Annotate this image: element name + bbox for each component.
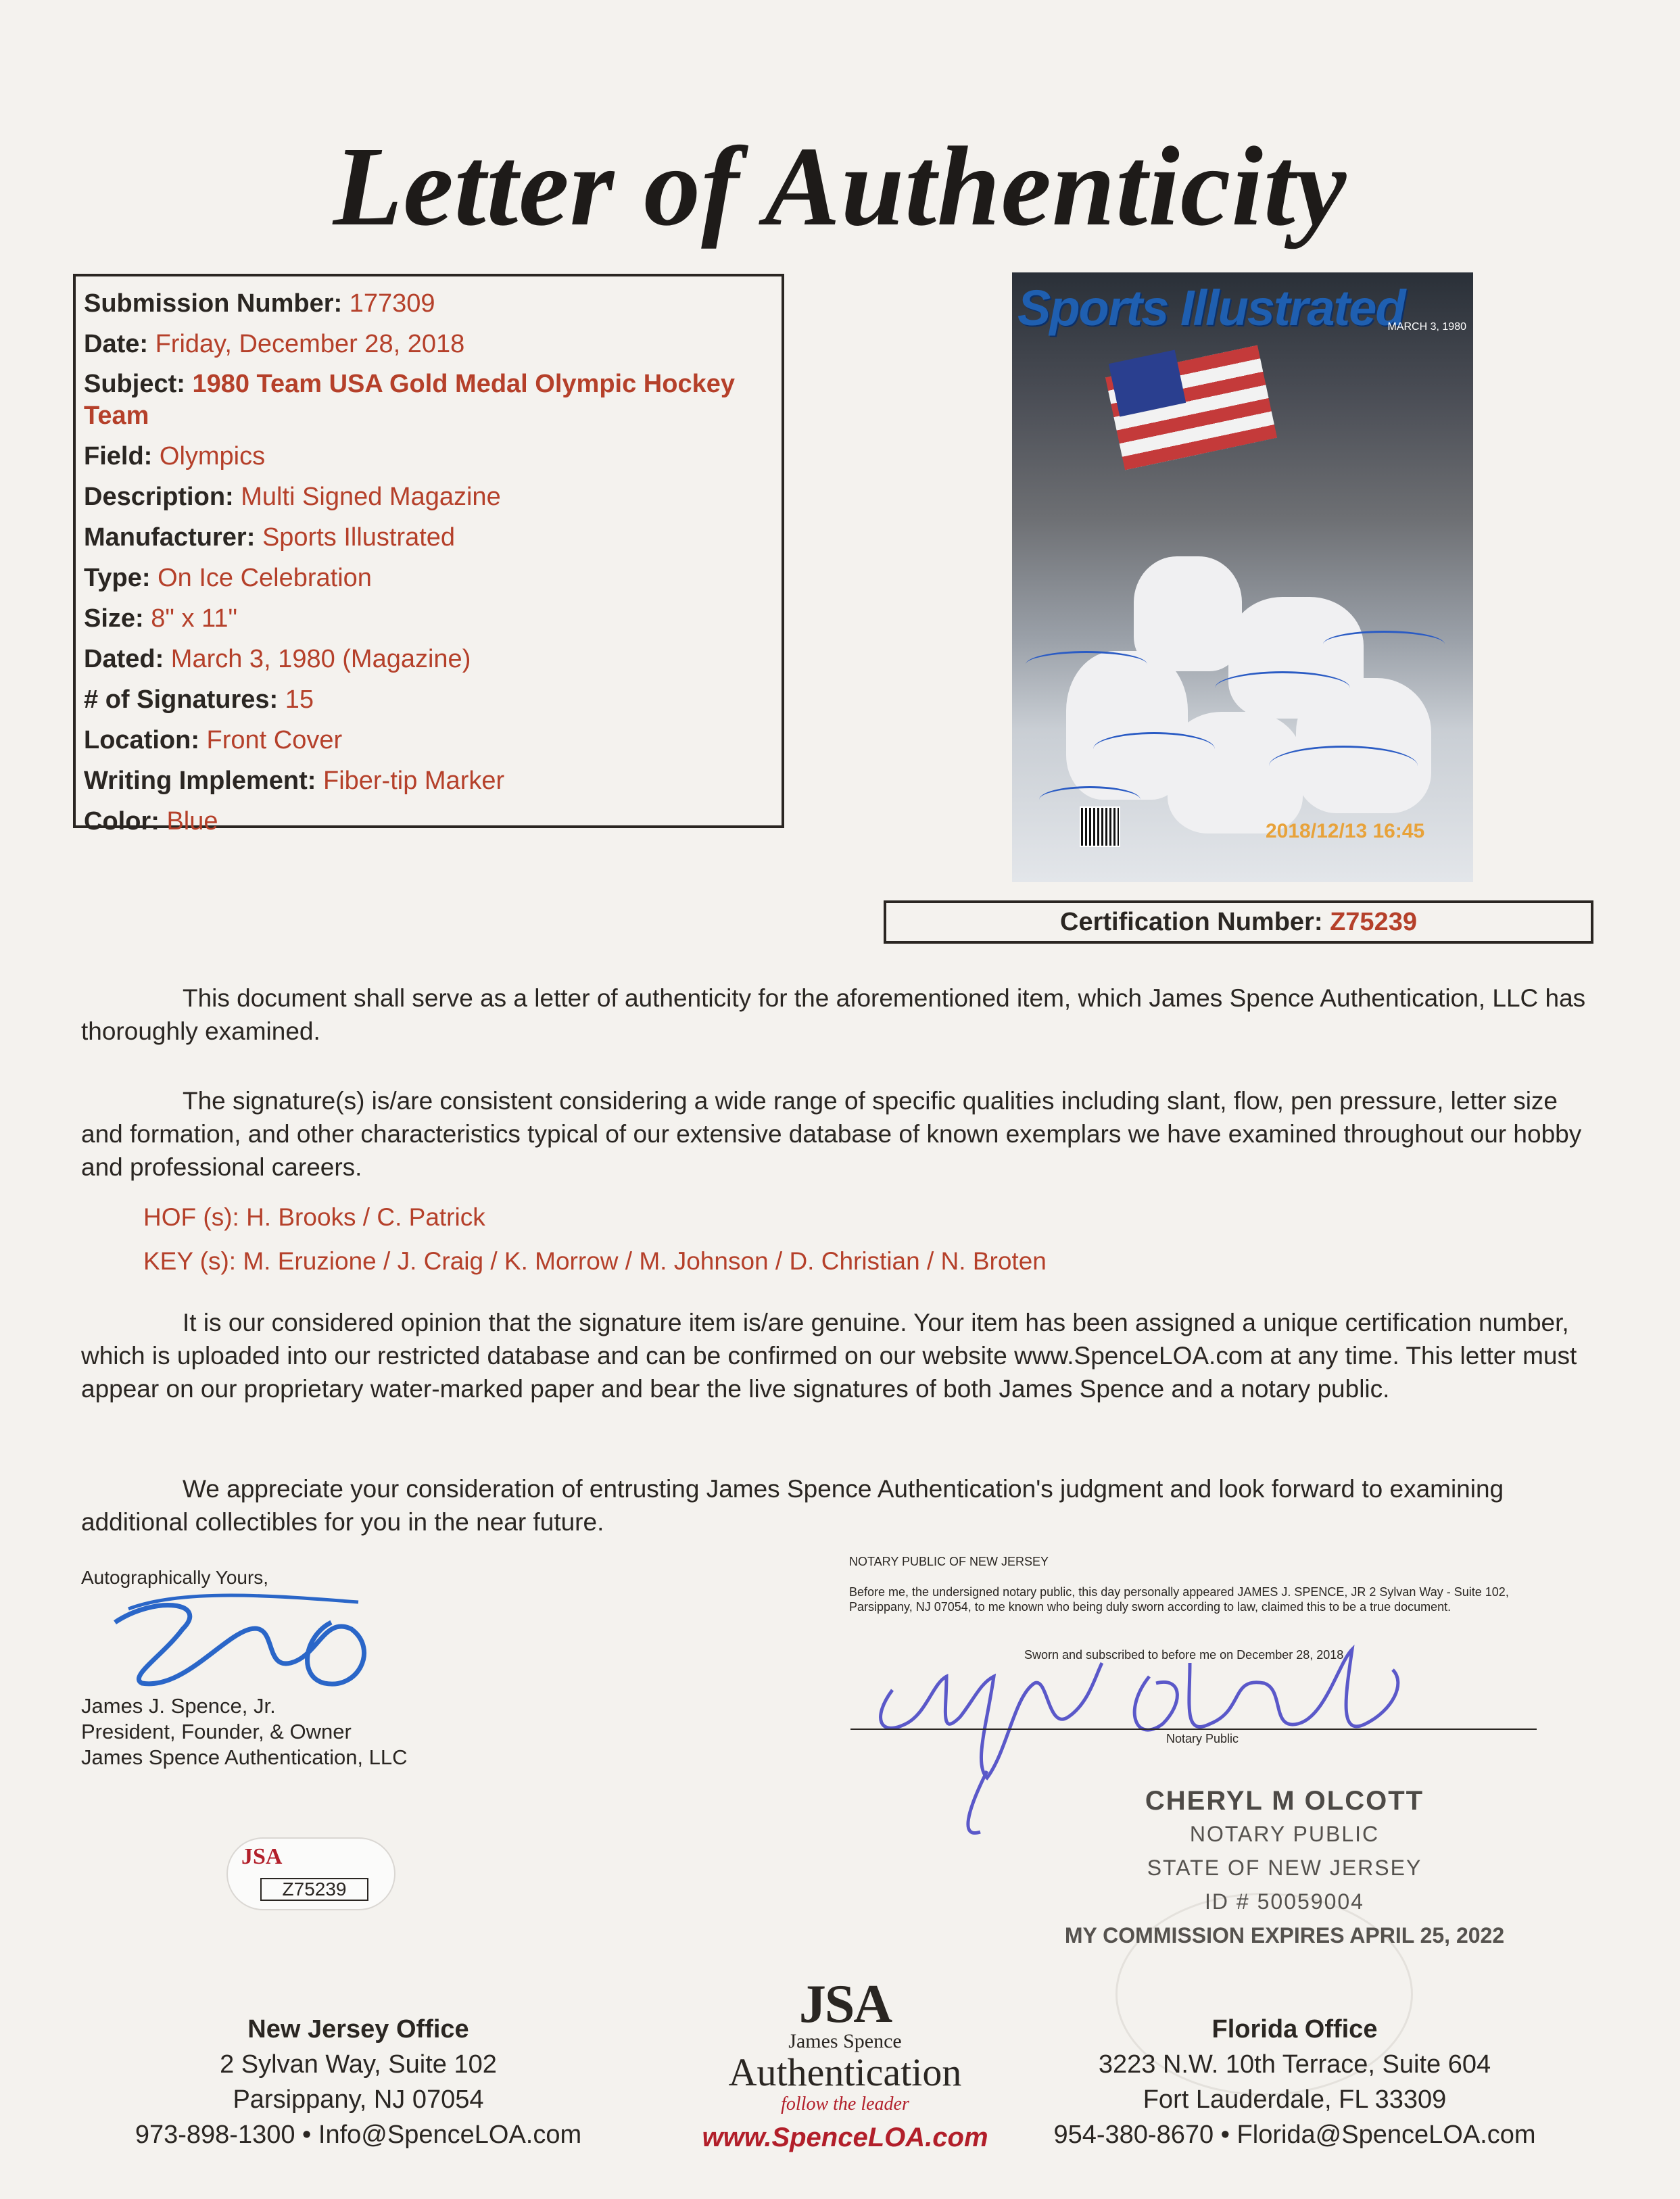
detail-row-description [84,477,773,517]
hof-signers: HOF (s): H. Brooks / C. Patrick [143,1203,485,1231]
detail-row-location [84,720,773,760]
signatory-name: James J. Spence, Jr. [81,1694,276,1718]
detail-value: 8" x 11" [151,604,237,633]
signatory-block [81,1693,408,1770]
jsa-footer-logo [676,1977,1014,2115]
photo-timestamp: 2018/12/13 16:45 [1266,820,1425,842]
detail-label: Description: [84,483,234,511]
detail-row-color [84,801,773,842]
autograph-mark [1093,732,1215,766]
florida-office [980,2012,1609,2152]
notary-stamp-title: NOTARY PUBLIC [1189,1822,1380,1846]
sticker-cert-number: Z75239 [260,1878,368,1901]
paragraph-text: The signature(s) is/are consistent considering a wide range of specific qualities including slant, flow, pen pressure, letter size and formation, and other characteristics typical of our extensive database of known exemplars we have examined throughout our hobby and professional careers. [81,1087,1582,1181]
logo-company: James Spence [788,2030,902,2052]
autograph-mark [1269,746,1418,786]
detail-value: March 3, 1980 (Magazine) [170,645,471,673]
paragraph-text: It is our considered opinion that the signature item is/are genuine. Your item has been assigned a unique certification number, which is uploaded into our restricted database and can be confirmed on our website www.SpenceLOA.com at any time. This letter must appear on our proprietary water-marked paper and bear the live signatures of both James Spence and a notary public. [81,1309,1577,1403]
detail-row-date [84,324,773,364]
magazine-cover-photo [1012,272,1473,882]
office-address-line: 3223 N.W. 10th Terrace, Suite 604 [1098,2050,1491,2079]
autograph-mark [1026,651,1147,678]
cert-value: Z75239 [1330,908,1417,936]
website-link[interactable]: www.SpenceLOA.com [702,2123,988,2152]
detail-value: 15 [285,685,314,714]
logo-jsa: JSA [798,1975,892,2034]
magazine-masthead: Sports Illustrated [1017,280,1405,336]
detail-row-manufacturer [84,517,773,558]
cert-label: Certification Number: [1060,908,1323,936]
notary-sworn-date: Sworn and subscribed to before me on December 28, 2018 [1024,1648,1344,1662]
magazine-date: MARCH 3, 1980 [1387,321,1466,333]
detail-row-submission [84,283,773,324]
detail-value: 1980 Team USA Gold Medal Olympic Hockey Team [84,370,735,430]
office-contact: 954-380-8670 • Florida@SpenceLOA.com [1053,2121,1536,2149]
detail-value: Front Cover [206,726,343,754]
paragraph-text: This document shall serve as a letter of authenticity for the aforementioned item, which James Spence Authentication, LLC has thoroughly examined. [81,984,1586,1045]
new-jersey-office [95,2012,622,2152]
paragraph-text: We appreciate your consideration of entrusting James Spence Authentication's judgment and look forward to examining additional collectibles for you in the near future. [81,1475,1504,1536]
detail-label: Type: [84,564,151,592]
closing-text: Autographically Yours, [81,1567,269,1588]
detail-label: Submission Number: [84,289,343,318]
detail-row-implement [84,760,773,801]
notary-statement: Before me, the undersigned notary public, this day personally appeared JAMES J. SPENCE, JR 2 Sylvan Way - Suite 102, Parsippany, NJ 07054, to me known who being duly sworn according to law, claimed this to be a true document. [849,1585,1509,1614]
detail-row-type [84,558,773,598]
detail-value: Sports Illustrated [262,523,456,552]
detail-label: Dated: [84,645,164,673]
detail-label: Manufacturer: [84,523,256,552]
office-contact: 973-898-1300 • Info@SpenceLOA.com [135,2121,582,2149]
detail-value: Friday, December 28, 2018 [155,330,465,358]
detail-label: Field: [84,442,153,470]
logo-authentication: Authentication [728,2050,962,2094]
detail-row-signatures [84,679,773,720]
jsa-hologram-sticker [226,1837,395,1910]
detail-value: 177309 [349,289,435,318]
autograph-mark [1215,671,1350,705]
detail-row-dated [84,639,773,679]
office-name: New Jersey Office [247,2015,469,2044]
detail-label: Date: [84,330,149,358]
notary-stamp-expires: MY COMMISSION EXPIRES APRIL 25, 2022 [1064,1923,1505,1948]
notary-stamp-name: CHERYL M OLCOTT [1145,1786,1424,1816]
notary-stamp-id: ID # 50059004 [1205,1889,1364,1914]
barcode-icon [1080,806,1120,847]
detail-label: Color: [84,807,160,836]
paragraph-4 [81,1472,1595,1539]
detail-row-size [84,598,773,639]
office-address-line: Parsippany, NJ 07054 [233,2085,484,2114]
document-title: Letter of Authenticity [333,124,1347,249]
detail-label: # of Signatures: [84,685,279,714]
detail-label: Location: [84,726,199,754]
detail-value: Multi Signed Magazine [241,483,501,511]
logo-tagline: follow the leader [781,2094,909,2115]
key-signers: KEY (s): M. Eruzione / J. Craig / K. Morrow / M. Johnson / D. Christian / N. Broten [143,1247,1047,1275]
item-details-box [73,274,784,836]
office-address-line: Fort Lauderdale, FL 33309 [1143,2085,1447,2114]
detail-label: Subject: [84,370,185,398]
detail-value: On Ice Celebration [158,564,372,592]
detail-row-subject [84,364,773,436]
signatory-company: James Spence Authentication, LLC [81,1745,408,1769]
signatory-role: President, Founder, & Owner [81,1720,352,1743]
detail-row-field [84,436,773,477]
notary-stamp-state: STATE OF NEW JERSEY [1147,1856,1422,1880]
office-address-line: 2 Sylvan Way, Suite 102 [220,2050,497,2079]
detail-label: Writing Implement: [84,767,316,795]
detail-value: Fiber-tip Marker [322,767,505,795]
autograph-mark [1323,631,1445,658]
notary-heading: NOTARY PUBLIC OF NEW JERSEY [849,1555,1049,1568]
paragraph-3 [81,1306,1595,1405]
jsa-logo: JSA [241,1844,283,1869]
paragraph-1 [81,982,1595,1048]
detail-value: Blue [166,807,218,836]
office-name: Florida Office [1211,2015,1378,2044]
notary-signature-line [850,1729,1537,1730]
paragraph-2 [81,1084,1595,1184]
detail-label: Size: [84,604,144,633]
spence-signature [101,1582,385,1697]
certification-number-box [884,900,1593,944]
detail-value: Olympics [159,442,266,470]
notary-line-label: Notary Public [1166,1732,1239,1745]
